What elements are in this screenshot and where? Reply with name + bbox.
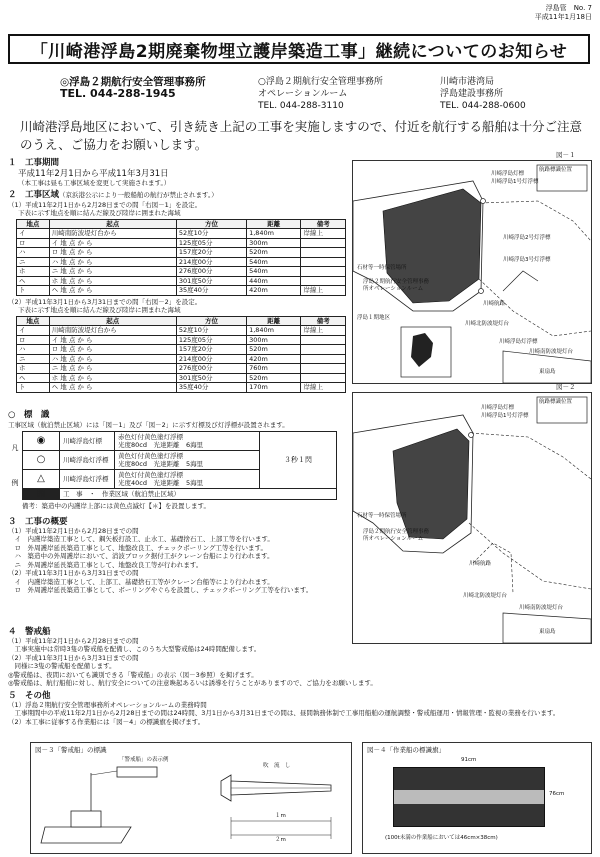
section-signs: ○ 標 識 工事区域（航泊禁止区域）には「図－1」及び「図－2」に示す灯標及び灯浮標が設置されます。 凡 例 ◉ 川崎浮島灯標 赤色灯付黄色塗灯浮標 光度80cd 光達距離 6海里 ３秒１閃 ○ 川崎浮島灯浮標 黄色灯付黄色塗灯浮標 光度80cd 光達距離 5海里 △ 川崎浮島灯浮標 黄色灯付黄色塗灯浮標 光度40cd 光達距離 5海里 ▨ 工 事 ・ 作業区域（航泊禁止区域） 備考：築造中の内護岸上部には黄色点滅灯【＊】を設置します。 bbox=[8, 410, 353, 511]
lighted-beacon-icon: ◉ bbox=[23, 432, 60, 451]
figure-3-guard-boat-sign: 図－３「警戒船」の標識 「警戒船」の表示例 吹 流 し １m ２m bbox=[30, 742, 352, 854]
table-row: イ 川崎南防波堤灯台から 52度10分 1,840m 岸線上 bbox=[17, 326, 346, 336]
flag-drawing bbox=[393, 767, 545, 827]
table-row: ロ イ 地 点 か ら 125度05分 300m bbox=[17, 238, 346, 248]
page-title: 「川崎港浮島2期廃棄物埋立護岸築造工事」継続についてのお知らせ bbox=[30, 41, 568, 62]
table-row: ホ ニ 地 点 か ら 276度00分 540m bbox=[17, 267, 346, 277]
table-row: ヘ ホ 地 点 か ら 301度50分 520m bbox=[17, 373, 346, 383]
work-area-swatch: ▨ bbox=[23, 489, 60, 500]
figure-4-work-boat-flag: 図－４「作業船の標識旗」 91cm 76cm (100t未満の作業船においては46cm×38cm) bbox=[362, 742, 592, 854]
figure-1-label: 図－１ bbox=[556, 151, 576, 159]
table-row: ハ ロ 地 点 か ら 157度20分 520m bbox=[17, 248, 346, 258]
contact-operation-room: ○浮島２期航行安全管理事務所 オペレーションルーム TEL. 044-288-3110 bbox=[258, 77, 383, 111]
light-buoy-icon: ○ bbox=[23, 451, 60, 470]
table-row: ホ ニ 地 点 か ら 276度00分 760m bbox=[17, 364, 346, 374]
contact-city-port: 川崎市港湾局 浮島建設事務所 TEL. 044-288-0600 bbox=[440, 77, 526, 111]
section-period: １ 工事期間 平成11年2月1日から平成11年3月31日 （本工事は昼も工事区域を変更して実施されます。） bbox=[8, 158, 171, 187]
legend-row: △ 川崎浮島灯浮標 黄色灯付黄色塗灯浮標 光度40cd 光達距離 5海里 bbox=[23, 470, 337, 489]
document-number: 浮島管 No. 7 平成11年1月18日 bbox=[534, 4, 592, 21]
table-row: イ 川崎南防波堤灯台から 52度10分 1,840m 岸線上 bbox=[17, 229, 346, 239]
legend-row: ○ 川崎浮島灯浮標 黄色灯付黄色塗灯浮標 光度80cd 光達距離 5海里 bbox=[23, 451, 337, 470]
legend-row: ◉ 川崎浮島灯標 赤色灯付黄色塗灯浮標 光度80cd 光達距離 6海里 ３秒１閃 bbox=[23, 432, 337, 451]
figure-2-map: 航路標識位置 川崎浮島灯標 川崎浮島1号灯浮標 石材等一時保管場所 浮島２期航行安全管理事務所オペレーションルーム 川崎航路 川崎北防波堤灯台 川崎南防波堤灯台 東扇島 bbox=[352, 392, 592, 644]
zone-table-2: 地点 起点 方位 距離 備考 イ 川崎南防波堤灯台から 52度10分 1,840m 岸線上 ロ イ 地 点 か ら 125度05分 300m ハ ロ 地 点 か ら 157度20分 520m ニ ハ 地 点 か ら 214度00分 420m ホ ニ 地 点 か ら 276度00分 760m ヘ ホ 地 点 か ら 301度50分 520m ト ヘ 地 点 か ら 35度40分 170m 岸線上 bbox=[16, 316, 346, 393]
table-row: ニ ハ 地 点 か ら 214度00分 540m bbox=[17, 257, 346, 267]
triangle-buoy-icon: △ bbox=[23, 470, 60, 489]
section-overview: ３ 工事の概要 （1）平成11年2月1日から2月28日までの間 イ 内護岸築造工事として、鋼矢板打設工、止水工、基礎捨石工、上部工等を行います。 ロ 外周護岸延長築造工事として、地盤改良工、チェックボーリング工等を行います。 ハ 築造中の外周護岸において、消波ブロック据付工がクレーン台船により行われます。 ニ 外周護岸延長築造工事として、地盤改良工等が行われます。 （2）平成11年3月1日から3月31日までの間 イ 内護岸築造工事として、上部工、基礎捨石工等がクレーン台船等により行われます。 ロ 外周護岸延長築造工事として、ボーリングやぐらを設置し、チェックボーリング工等を行います。 bbox=[8, 517, 313, 594]
zone-table-1: 地点 起点 方位 距離 備考 イ 川崎南防波堤灯台から 52度10分 1,840m 岸線上 ロ イ 地 点 か ら 125度05分 300m ハ ロ 地 点 か ら 157度20分 520m ニ ハ 地 点 か ら 214度00分 540m ホ ニ 地 点 か ら 276度00分 540m ヘ ホ 地 点 か ら 301度50分 440m ト ヘ 地 点 か ら 35度40分 420m 岸線上 bbox=[16, 219, 346, 296]
section-other: ５ その他 （1）浮島２期航行安全管理事務所オペレーションルームの業務時間 工事期間中の平成11年2月1日から2月28日までの間は24時間、3月1日から3月31日までの間は、昼間執務体制で工事用船舶の運航調整・警戒船運用・情報管理・監視の業務を行います。 （2）本工事に従事する作業船には「図－4」の標識旗を掲げます。 bbox=[8, 691, 560, 726]
table-row: ヘ ホ 地 点 か ら 301度50分 440m bbox=[17, 276, 346, 286]
table-row: ロ イ 地 点 か ら 125度05分 300m bbox=[17, 335, 346, 345]
figure-1-map: 航路標識位置 川崎浮島灯標 川崎浮島1号灯浮標 川崎浮島2号灯浮標 川崎浮島3号灯浮標 石材等一時保管場所 浮島２期航行安全管理事務所オペレーションルーム 浮島１期地区 川崎航路 川崎北防波堤灯台 川崎浮島灯浮標 川崎南防波堤灯台 東扇島 bbox=[352, 160, 592, 384]
legend-table bbox=[22, 431, 337, 500]
table-row: ハ ロ 地 点 か ら 157度20分 520m bbox=[17, 345, 346, 355]
table-row: ト ヘ 地 点 か ら 35度40分 420m 岸線上 bbox=[17, 286, 346, 296]
intro-text: 川崎港浮島地区において、引き続き上記の工事を実施しますので、付近を航行する船舶は十分ご注意のうえ、ご協力をお願いします。 bbox=[20, 119, 583, 152]
title-box bbox=[8, 34, 590, 64]
legend-row: ▨ 工 事 ・ 作業区域（航泊禁止区域） bbox=[23, 489, 337, 500]
section-zone: ２ 工事区域（京浜港公示により一般船舶の航行が禁止されます。） （1）平成11年2月1日から2月28日までの間「右図－1」を設定。 下表に示す地点を順に結んだ線及び陸岸に囲まれた海域 地点 起点 方位 距離 備考 イ 川崎南防波堤灯台から 52度10分 1,840m 岸線上 ロ イ 地 点 か ら 125度05分 300m ハ ロ 地 点 か ら 157度20分 520m ニ ハ 地 点 か ら 214度00分 540m ホ ニ 地 点 か ら 276度00分 540m ヘ ホ 地 点 か ら 301度50分 440m ト ヘ 地 点 か ら 35度40分 420m 岸線上 （2）平成11年3月1日から3月31日までの間「右図－2」を設定。 下表に示す地点を順に結んだ線及び陸岸に囲まれた海域 地点 起点 方位 距離 備考 イ 川崎南防波堤灯台から 52度10分 1,840m 岸線上 ロ イ 地 点 か ら 125度05分 300m ハ ロ 地 点 か ら 157度20分 520m ニ ハ 地 点 か ら 214度00分 420m ホ ニ 地 点 か ら 276度00分 760m ヘ ホ 地 点 か ら 301度50分 520m ト ヘ 地 点 か ら 35度40分 170m 岸線上 bbox=[8, 190, 353, 393]
contact-office: ◎浮島２期航行安全管理事務所 TEL. 044-288-1945 bbox=[60, 76, 206, 100]
figure-2-label: 図－２ bbox=[556, 383, 576, 391]
section-guard-boats: ４ 警戒船 （1）平成11年2月1日から2月28日までの間 工事実施中は常時3隻の警戒船を配備し、このうち大型警戒船は24時間配備します。 （2）平成11年3月1日から3月31日までの間 同様に3隻の警戒船を配備します。 ◎警戒船は、夜間においても識別できる「警戒船」の表示（図－3参照）を掲げます。 ◎警戒船は、航行船舶に対し、航行安全についての注意喚起あるいは誘導を行うことがありますので、ご協力をお願いします。 bbox=[8, 627, 377, 687]
table-row: ニ ハ 地 点 か ら 214度00分 420m bbox=[17, 354, 346, 364]
guard-boat-drawing bbox=[31, 743, 351, 853]
table-row: ト ヘ 地 点 か ら 35度40分 170m 岸線上 bbox=[17, 383, 346, 393]
